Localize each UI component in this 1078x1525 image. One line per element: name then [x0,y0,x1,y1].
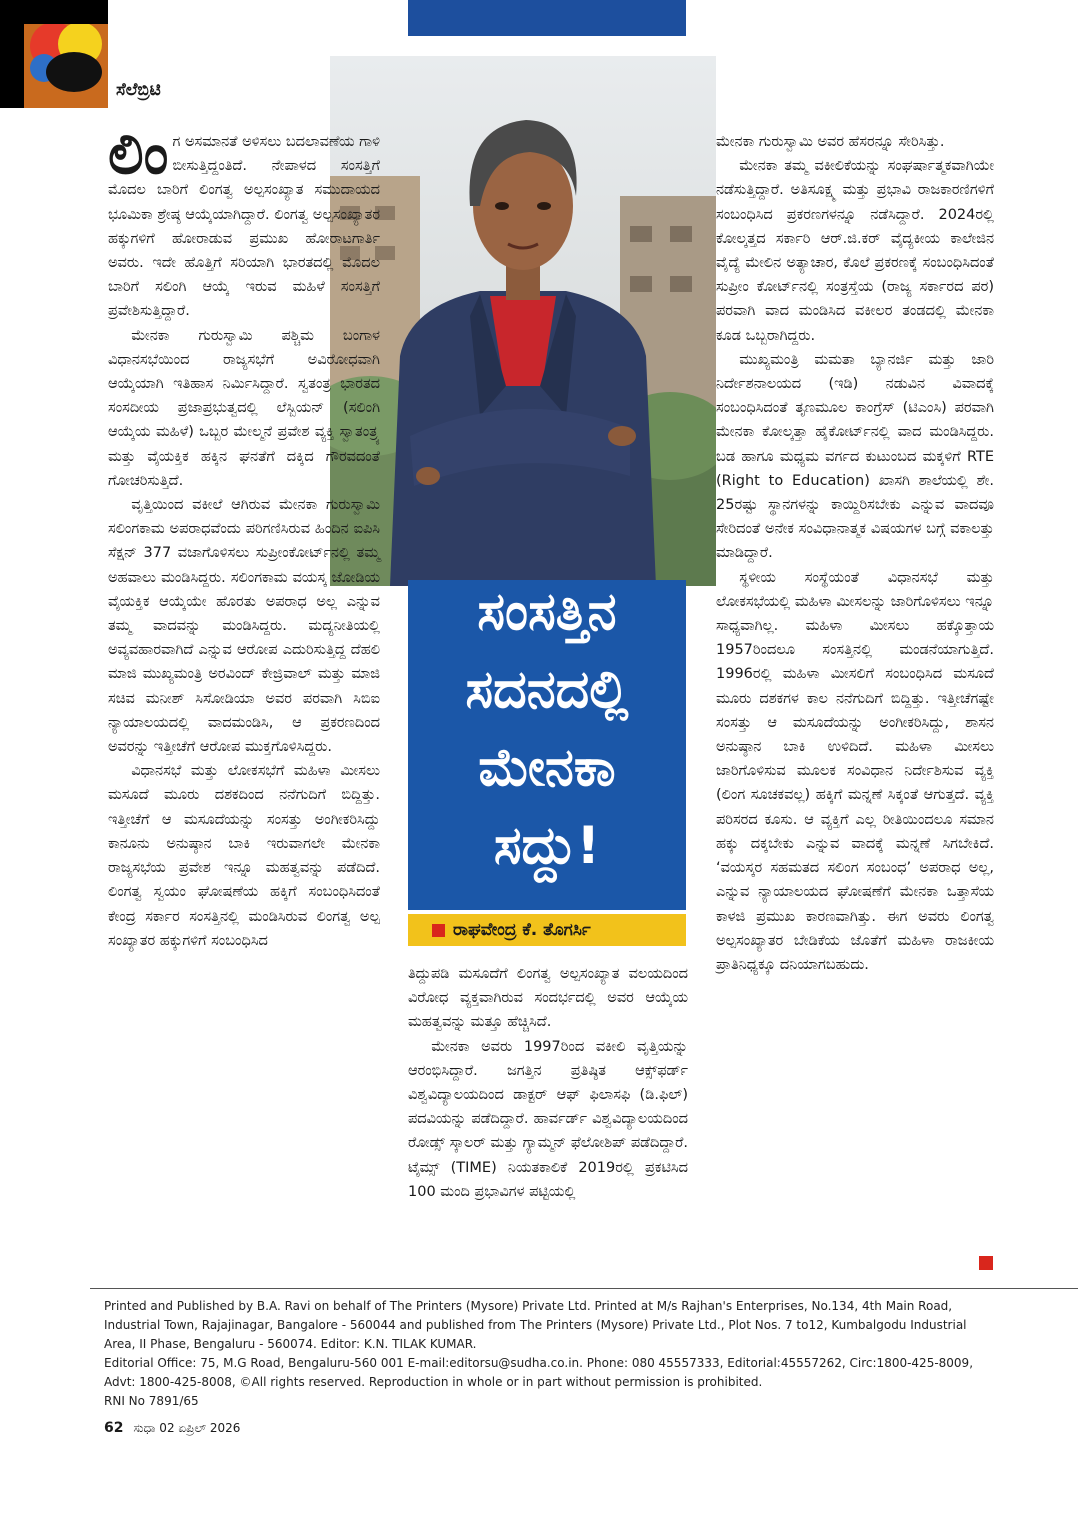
article-column-1 [108,122,380,953]
article-column-2 [408,962,688,1204]
article-paragraph: ಮೇನಕಾ ಗುರುಸ್ವಾಮಿ ಅವರ ಹೆಸರನ್ನೂ ಸೇರಿಸಿತ್ತು. [716,134,945,150]
top-color-band [408,0,686,36]
article-paragraph: ತಿದ್ದುಪಡಿ ಮಸೂದೆಗೆ ಲಿಂಗತ್ವ ಅಲ್ಪಸಂಖ್ಯಾತ ವಲಯದಿಂದ ವಿರೋಧ ವ್ಯಕ್ತವಾಗಿರುವ ಸಂದರ್ಭದಲ್ಲಿ ಅವರ ಆಯ್ಕೆಯ ಮಹತ್ವವನ್ನು ಮತ್ತೂ ಹೆಚ್ಚಿಸಿದೆ. [408,966,688,1031]
headline-line-4: ಸದ್ದು! [493,816,601,876]
byline-marker-icon [432,924,445,937]
editorial-office-text: Editorial Office: 75, M.G Road, Bengaluru-560 001 E-mail:editorsu@sudha.co.in. Phone: 080 45557333, Editorial:45557262, Circ:1800-425-8009, Advt: 1800-425-8008, ©All rights reserved. Reproduction in whole or in part without permission is prohibited. [104,1356,974,1389]
celebrity-section-logo-icon [24,24,108,108]
headline-panel [408,580,686,910]
section-label: ಸೆಲೆಬ್ರಿಟಿ [116,80,161,100]
rni-number: RNI No 7891/65 [104,1394,199,1408]
headline-line-1: ಸಂಸತ್ತಿನ [477,582,617,642]
article-paragraph: ಸ್ಥಳೀಯ ಸಂಸ್ಥೆಯಂತೆ ವಿಧಾನಸಭೆ ಮತ್ತು ಲೋಕಸಭೆಯಲ್ಲಿ ಮಹಿಳಾ ಮೀಸಲನ್ನು ಜಾರಿಗೊಳಿಸಲು ಇನ್ನೂ ಸಾಧ್ಯವಾಗಿಲ್ಲ. ಮಹಿಳಾ ಮೀಸಲು ಹಕ್ಕೊತ್ತಾಯ 1957ರಿಂದಲೂ ಸಂಸತ್ತಿನಲ್ಲಿ ಮಂಡನೆಯಾಗುತ್ತಿದೆ. 1996ರಲ್ಲಿ ಮಹಿಳಾ ಮೀಸಲಿಗೆ ಸಂಬಂಧಿಸಿದ ಮಸೂದೆ ಮೂರು ದಶಕಗಳ ಕಾಲ ನನೆಗುದಿಗೆ ಬಿದ್ದಿತ್ತು. ಇತ್ತೀಚೆಗಷ್ಟೇ ಸಂಸತ್ತು ಆ ಮಸೂದೆಯನ್ನು ಅಂಗೀಕರಿಸಿದ್ದು, ಶಾಸನ ಅನುಷ್ಠಾನ ಬಾಕಿ ಉಳಿದಿದೆ. ಮಹಿಳಾ ಮೀಸಲು ಜಾರಿಗೊಳಿಸುವ ಮೂಲಕ ಸಂವಿಧಾನ ನಿರ್ದೇಶಿಸುವ ವ್ಯಕ್ತಿ (ಲಿಂಗ ಸೂಚಕವಲ್ಲ) ಹಕ್ಕಿಗೆ ಮನ್ನಣೆ ಸಿಕ್ಕಂತೆ ಆಗುತ್ತದೆ. ವ್ಯಕ್ತಿ ಪರಿಸರದ ಕೂಸು. ಆ ವ್ಯಕ್ತಿಗೆ ಎಲ್ಲ ರೀತಿಯಿಂದಲೂ ಸಮಾನ ಹಕ್ಕು ದಕ್ಕಬೇಕು ಎನ್ನುವ ವಾದಕ್ಕೆ ಮನ್ನಣೆ ಸಿಗಬೇಕಿದೆ. ‘ವಯಸ್ಕರ ಸಹಮತದ ಸಲಿಂಗ ಸಂಬಂಧ’ ಅಪರಾಧ ಅಲ್ಲ, ಎನ್ನುವ ನ್ಯಾಯಾಲಯದ ಘೋಷಣೆಗೆ ಮೇನಕಾ ಒತ್ತಾಸೆಯ ಕಾಳಜಿ ಪ್ರಮುಖ ಕಾರಣವಾಗಿತ್ತು. ಈಗ ಅವರು ಲಿಂಗತ್ವ ಅಲ್ಪಸಂಖ್ಯಾತರ ಬೇಡಿಕೆಯ ಜೊತೆಗೆ ಮಹಿಳಾ ರಾಜಕೀಯ ಪ್ರಾತಿನಿಧ್ಯಕ್ಕೂ ದನಿಯಾಗಬಹುದು. [716,569,994,973]
article-paragraph: ಮೇನಕಾ ತಮ್ಮ ವಕೀಲಿಕೆಯನ್ನು ಸಂಘರ್ಷಾತ್ಮಕವಾಗಿಯೇ ನಡೆಸುತ್ತಿದ್ದಾರೆ. ಅತಿಸೂಕ್ಷ್ಮ ಮತ್ತು ಪ್ರಭಾವಿ ರಾಜಕಾರಣಿಗಳಿಗೆ ಸಂಬಂಧಿಸಿದ ಪ್ರಕರಣಗಳನ್ನೂ ನಡೆಸಿದ್ದಾರೆ. 2024ರಲ್ಲಿ ಕೋಲ್ಕತ್ತದ ಸರ್ಕಾರಿ ಆರ್.ಜಿ.ಕರ್ ವೈದ್ಯಕೀಯ ಕಾಲೇಜಿನ ವೈದ್ಯೆ ಮೇಲಿನ ಅತ್ಯಾಚಾರ, ಕೊಲೆ ಪ್ರಕರಣಕ್ಕೆ ಸಂಬಂಧಿಸಿದಂತೆ ಸುಪ್ರೀಂ ಕೋರ್ಟ್‌ನಲ್ಲಿ ಸಂತ್ರಸ್ತೆಯ (ರಾಜ್ಯ ಸರ್ಕಾರದ ಪರ) ಪರವಾಗಿ ವಾದ ಮಂಡಿಸಿದ ವಕೀಲರ ತಂಡದಲ್ಲಿ ಮೇನಕಾ ಕೂಡ ಒಬ್ಬರಾಗಿದ್ದರು. [716,158,994,344]
article-paragraph: ವೃತ್ತಿಯಿಂದ ವಕೀಲೆ ಆಗಿರುವ ಮೇನಕಾ ಗುರುಸ್ವಾಮಿ ಸಲಿಂಗಕಾಮ ಅಪರಾಧವೆಂದು ಪರಿಗಣಿಸಿರುವ ಹಿಂದಿನ ಐಪಿಸಿ ಸೆಕ್ಷನ್ 377 ವಜಾಗೊಳಿಸಲು ಸುಪ್ರೀಂಕೋರ್ಟ್‌ನಲ್ಲಿ ತಮ್ಮ ಅಹವಾಲು ಮಂಡಿಸಿದ್ದರು. ಸಲಿಂಗಕಾಮ ವಯಸ್ಕ ಜೋಡಿಯ ವೈಯಕ್ತಿಕ ಆಯ್ಕೆಯೇ ಹೊರತು ಅಪರಾಧ ಅಲ್ಲ ಎನ್ನುವ ತಮ್ಮ ವಾದವನ್ನು ಮಂಡಿಸಿದ್ದರು. ಮದ್ಯನೀತಿಯಲ್ಲಿ ಅವ್ಯವಹಾರವಾಗಿದೆ ಎನ್ನುವ ಆರೋಪ ಎದುರಿಸುತ್ತಿದ್ದ ದೆಹಲಿ ಮಾಜಿ ಮುಖ್ಯಮಂತ್ರಿ ಅರವಿಂದ್ ಕೇಜ್ರಿವಾಲ್ ಮತ್ತು ಮಾಜಿ ಸಚಿವ ಮನೀಶ್ ಸಿಸೋಡಿಯಾ ಅವರ ಪರವಾಗಿ ಸಿಬಿಐ ನ್ಯಾಯಾಲಯದಲ್ಲಿ ವಾದಮಂಡಿಸಿ, ಆ ಪ್ರಕರಣದಿಂದ ಅವರನ್ನು ಇತ್ತೀಚೆಗೆ ಆರೋಪ ಮುಕ್ತಗೊಳಿಸಿದ್ದರು. [108,497,380,756]
article-paragraph: ಮೇನಕಾ ಗುರುಸ್ವಾಮಿ ಪಶ್ಚಿಮ ಬಂಗಾಳ ವಿಧಾನಸಭೆಯಿಂದ ರಾಜ್ಯಸಭೆಗೆ ಅವಿರೋಧವಾಗಿ ಆಯ್ಕೆಯಾಗಿ ಇತಿಹಾಸ ನಿರ್ಮಿಸಿದ್ದಾರೆ. ಸ್ವತಂತ್ರ ಭಾರತದ ಸಂಸದೀಯ ಪ್ರಜಾಪ್ರಭುತ್ವದಲ್ಲಿ ಲೆಸ್ಬಿಯನ್ (ಸಲಿಂಗಿ ಆಯ್ಕೆಯ ಮಹಿಳೆ) ಒಬ್ಬರ ಮೇಲ್ಮನೆ ಪ್ರವೇಶ ವ್ಯಕ್ತಿ ಸ್ವಾತಂತ್ರ್ಯ ಮತ್ತು ವೈಯಕ್ತಿಕ ಹಕ್ಕಿನ ಘನತೆಗೆ ದಕ್ಕಿದ ಗೌರವದಂತೆ ಗೋಚರಿಸುತ್ತಿದೆ. [108,327,380,489]
article-paragraph: ಮೇನಕಾ ಅವರು 1997ರಿಂದ ವಕೀಲಿ ವೃತ್ತಿಯನ್ನು ಆರಂಭಿಸಿದ್ದಾರೆ. ಜಗತ್ತಿನ ಪ್ರತಿಷ್ಠಿತ ಆಕ್ಸ್‌ಫರ್ಡ್ ವಿಶ್ವವಿದ್ಯಾಲಯದಿಂದ ಡಾಕ್ಟರ್ ಆಫ್ ಫಿಲಾಸಫಿ (ಡಿ.ಫಿಲ್) ಪದವಿಯನ್ನು ಪಡೆದಿದ್ದಾರೆ. ಹಾರ್ವರ್ಡ್ ವಿಶ್ವವಿದ್ಯಾಲಯದಿಂದ ರೋಡ್ಸ್ ಸ್ಕಾಲರ್ ಮತ್ತು ಗ್ಯಾಮ್ಮನ್ ಫೆಲೋಶಿಪ್ ಪಡೆದಿದ್ದಾರೆ. ಟೈಮ್ಸ್ (TIME) ನಿಯತಕಾಲಿಕೆ 2019ರಲ್ಲಿ ಪ್ರಕಟಿಸಿದ 100 ಮಂದಿ ಪ್ರಭಾವಿಗಳ ಪಟ್ಟಿಯಲ್ಲಿ [408,1038,688,1200]
footer-divider [90,1288,1078,1289]
headline-line-3: ಮೇನಕಾ [478,738,616,798]
drop-cap: ಲಿಂ [108,122,169,187]
article-end-icon [979,1256,993,1270]
article-paragraph: ಲಿಂ ಗ ಅಸಮಾನತೆ ಅಳಿಸಲು ಬದಲಾವಣೆಯ ಗಾಳಿ ಬೀಸುತ್ತಿದ್ದಂತಿದೆ. ನೇಪಾಳದ ಸಂಸತ್ತಿಗೆ ಮೊದಲ ಬಾರಿಗೆ ಲಿಂಗತ್ವ ಅಲ್ಪಸಂಖ್ಯಾತ ಸಮುದಾಯದ ಭೂಮಿಕಾ ಶ್ರೇಷ್ಠ ಆಯ್ಕೆಯಾಗಿದ್ದಾರೆ. ಲಿಂಗತ್ವ ಅಲ್ಪಸಂಖ್ಯಾತರ ಹಕ್ಕುಗಳಿಗೆ ಹೋರಾಡುವ ಪ್ರಮುಖ ಹೋರಾಟಗಾರ್ತಿ ಅವರು. ಇದೇ ಹೊತ್ತಿಗೆ ಸರಿಯಾಗಿ ಭಾರತದಲ್ಲಿ ಮೊದಲ ಬಾರಿಗೆ ಸಲಿಂಗಿ ಆಯ್ಕೆ ಇರುವ ಮಹಿಳೆ ಸಂಸತ್ತಿಗೆ ಪ್ರವೇಶಿಸುತ್ತಿದ್ದಾರೆ. [108,122,380,320]
article-paragraph: ಮುಖ್ಯಮಂತ್ರಿ ಮಮತಾ ಬ್ಯಾನರ್ಜಿ ಮತ್ತು ಜಾರಿ ನಿರ್ದೇಶನಾಲಯದ (ಇಡಿ) ನಡುವಿನ ವಿವಾದಕ್ಕೆ ಸಂಬಂಧಿಸಿದಂತೆ ತೃಣಮೂಲ ಕಾಂಗ್ರೆಸ್ (ಟಿಎಂಸಿ) ಪರವಾಗಿ ಮೇನಕಾ ಕೋಲ್ಕತ್ತಾ ಹೈಕೋರ್ಟ್‌ನಲ್ಲಿ ವಾದ ಮಂಡಿಸಿದ್ದರು. ಬಡ ಹಾಗೂ ಮಧ್ಯಮ ವರ್ಗದ ಕುಟುಂಬದ ಮಕ್ಕಳಿಗೆ RTE (Right to Education) ಖಾಸಗಿ ಶಾಲೆಯಲ್ಲಿ ಶೇ. 25ರಷ್ಟು ಸ್ಥಾನಗಳನ್ನು ಕಾಯ್ದಿರಿಸಬೇಕು ಎನ್ನುವ ವಾದವೂ ಸೇರಿದಂತೆ ಅನೇಕ ಸಂವಿಧಾನಾತ್ಮಕ ವಿಷಯಗಳ ಬಗ್ಗೆ ವಕಾಲತ್ತು ಮಾಡಿದ್ದಾರೆ. [716,351,994,562]
page-footer [104,1420,240,1436]
issue-date: ಸುಧಾ 02 ಏಪ್ರಿಲ್ 2026 [133,1421,241,1435]
portrait-photo [330,56,716,586]
byline-author: ರಾಘವೇಂದ್ರ ಕೆ. ತೊಗರ್ಸಿ [453,920,591,940]
byline [408,914,686,946]
magazine-logo [0,0,108,108]
imprint-text: Printed and Published by B.A. Ravi on behalf of The Printers (Mysore) Private Ltd. Printed at M/s Rajhan's Enterprises, No.134, 4th Main Road, Industrial Town, Rajajinagar, Bangalore - 560044 and published from The Printers (Mysore) Private Ltd., Plot Nos. 7 to12, Kumbalgodu Industrial Area, II Phase, Bengaluru - 560074. Editor: K.N. TILAK KUMAR. [104,1299,967,1351]
article-column-3 [716,130,994,977]
article-paragraph: ವಿಧಾನಸಭೆ ಮತ್ತು ಲೋಕಸಭೆಗೆ ಮಹಿಳಾ ಮೀಸಲು ಮಸೂದೆ ಮೂರು ದಶಕದಿಂದ ನನೆಗುದಿಗೆ ಬಿದ್ದಿತ್ತು. ಇತ್ತೀಚೆಗೆ ಆ ಮಸೂದೆಯನ್ನು ಸಂಸತ್ತು ಅಂಗೀಕರಿಸಿದ್ದು ಕಾನೂನು ಅನುಷ್ಠಾನ ಬಾಕಿ ಇರುವಾಗಲೇ ಮೇನಕಾ ರಾಜ್ಯಸಭೆಯ ಪ್ರವೇಶ ಇನ್ನೂ ಮಹತ್ವವನ್ನು ಪಡೆದಿದೆ. ಲಿಂಗತ್ವ ಸ್ವಯಂ ಘೋಷಣೆಯ ಹಕ್ಕಿಗೆ ಸಂಬಂಧಿಸಿದಂತೆ ಕೇಂದ್ರ ಸರ್ಕಾರ ಸಂಸತ್ತಿನಲ್ಲಿ ಮಂಡಿಸಿರುವ ಲಿಂಗತ್ವ ಅಲ್ಪ ಸಂಖ್ಯಾತರ ಹಕ್ಕುಗಳಿಗೆ ಸಂಬಂಧಿಸಿದ [108,763,380,949]
headline-line-2: ಸದನದಲ್ಲಿ [465,660,629,720]
page-number: 62 [104,1420,124,1436]
